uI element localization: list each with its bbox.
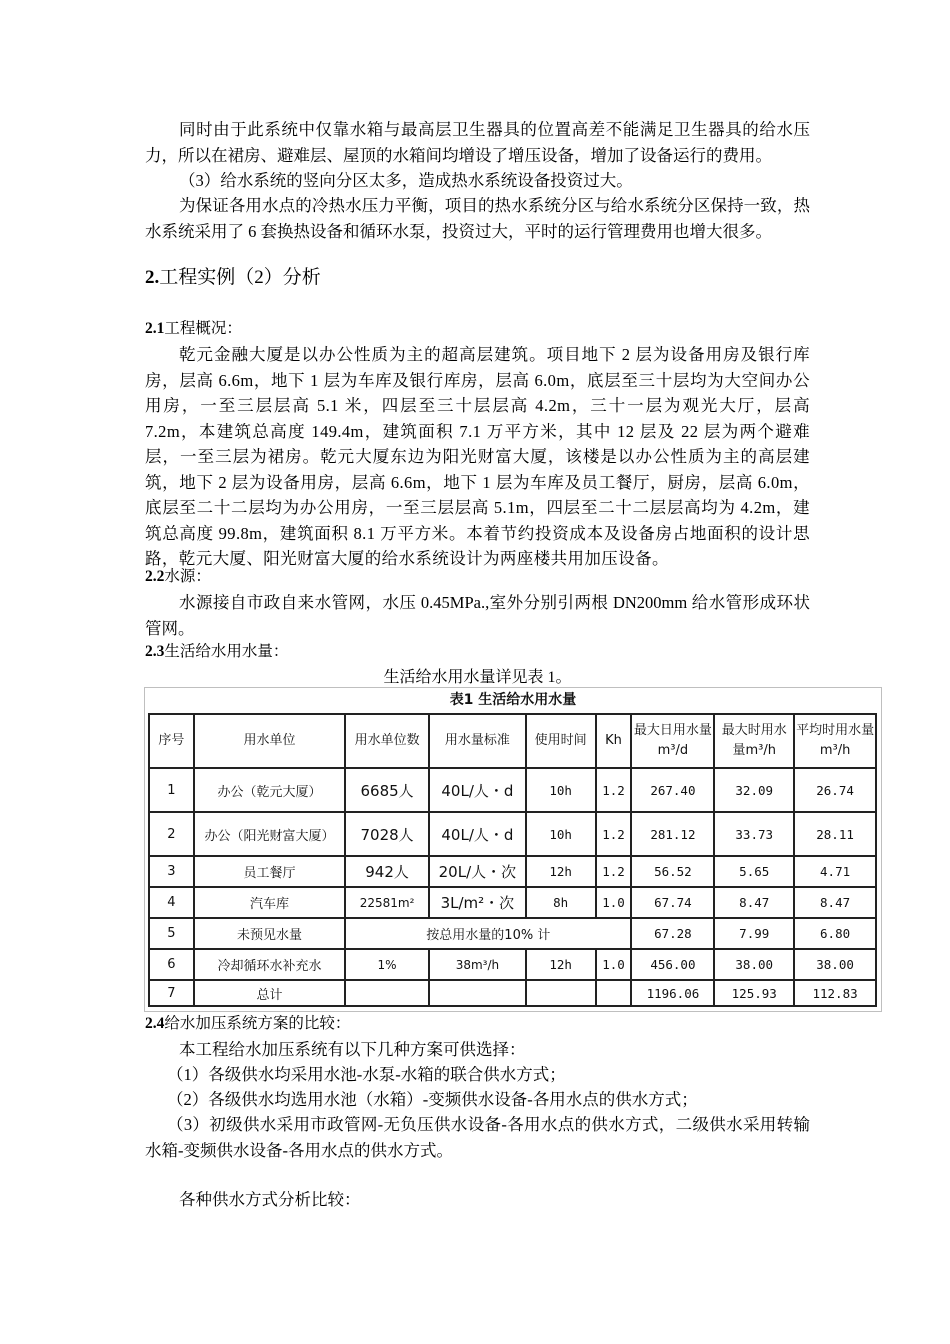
cell-max-day: 56.52 [631,856,714,887]
paragraph-hot-water: 为保证各用水点的冷热水压力平衡，项目的热水系统分区与给水系统分区保持一致，热水系统采用了 6 套换热设备和循环水泵，投资过大，平时的运行管理费用也增大很多。 [145,196,810,241]
subheading-2-2 [145,566,211,588]
table-row [149,918,876,949]
paragraph-item3: （3）给水系统的竖向分区太多，造成热水系统设备投资过大。 [179,171,633,190]
cell-unit: 未预见水量 [194,918,345,949]
cell-hours: 12h [526,856,596,887]
subheading-title: 生活给水用水量： [164,643,289,660]
cell-avg-hour: 6.80 [794,918,876,949]
table-row [149,856,876,887]
cell-standard: 40L/人・d [429,812,526,856]
subheading-number: 2.2 [145,568,165,585]
cell-index: 5 [149,918,194,949]
header-hours: 使用时间 [526,714,596,768]
cell-max-day: 1196.06 [631,980,714,1006]
water-usage-table-figure [144,687,882,1012]
cell-standard: 20L/人・次 [429,856,526,887]
cell-max-day: 267.40 [631,768,714,812]
subheading-title: 给水加压系统方案的比较： [164,1015,351,1032]
table-caption: 生活给水用水量详见表 1。 [383,669,572,686]
cell-max-day: 67.74 [631,887,714,918]
table-title: 表1 生活给水用水量 [449,692,577,708]
cell-hours: 12h [526,949,596,980]
cell-index: 3 [149,856,194,887]
paragraph-comparison: 各种供水方式分析比较： [179,1190,361,1209]
paragraph-option-2: （2）各级供水均选用水池（水箱）-变频供水设备-各用水点的供水方式； [167,1090,698,1109]
cell-kh: 1.2 [596,812,632,856]
cell-merged-note: 按总用水量的10% 计 [345,918,631,949]
cell-max-hour: 38.00 [714,949,794,980]
header-index: 序号 [149,714,194,768]
cell-unit-count: 22581m² [345,887,429,918]
cell-index: 7 [149,980,194,1006]
cell-kh: 1.2 [596,856,632,887]
table-row [149,887,876,918]
paragraph-pressure: 同时由于此系统中仅靠水箱与最高层卫生器具的位置高差不能满足卫生器具的给水压力，所以在裙房、避难层、屋顶的水箱间均增设了增压设备，增加了设备运行的费用。 [145,120,810,165]
header-avg-hour: 平均时用水量m³/h [794,714,876,768]
header-kh: Kh [596,714,632,768]
subheading-number: 2.3 [145,643,165,660]
cell-hours: 10h [526,812,596,856]
cell-unit-count: 1% [345,949,429,980]
section-title: 工程实例（2）分析 [159,267,321,288]
subheading-title: 工程概况： [164,320,242,337]
cell-max-day: 281.12 [631,812,714,856]
cell-max-hour: 8.47 [714,887,794,918]
subheading-2-4 [145,1013,350,1035]
header-standard: 用水量标准 [429,714,526,768]
cell-max-day: 456.00 [631,949,714,980]
cell-max-hour: 33.73 [714,812,794,856]
cell-unit: 冷却循环水补充水 [194,949,345,980]
cell-unit: 总计 [194,980,345,1006]
cell-avg-hour: 112.83 [794,980,876,1006]
paragraph-overview: 乾元金融大厦是以办公性质为主的超高层建筑。项目地下 2 层为设备用房及银行库房，层高 6.6m，地下 1 层为车库及银行库房，层高 6.0m，底层至三十层均为大空间办公用房，一至三层层高 5.1 米，四层至三十层层高 4.2m，三十一层为观光大厅，层高 7.2m，本建筑总高度 149.4m，建筑面积 7.1 万平方米，其中 12 层及 22 层为两个避难层，一至三层为裙房。乾元大厦东边为阳光财富大厦，该楼是以办公性质为主的高层建筑，地下 2 层为设备用房，层高 6.6m，地下 1 层为车库及员工餐厅，厨房，层高 6.0m，底层至二十二层均为办公用房，一至三层层高 5.1m，四层至二十二层层高均为 4.2m，建筑总高度 99.8m，建筑面积 8.1 万平方米。本着节约投资成本及设备房占地面积的设计思路，乾元大厦、阳光财富大厦的给水系统设计为两座楼共用加压设备。 [145,345,810,568]
cell-kh: 1.2 [596,768,632,812]
cell-unit: 办公（阳光财富大厦） [194,812,345,856]
cell-avg-hour: 26.74 [794,768,876,812]
cell-avg-hour: 38.00 [794,949,876,980]
paragraph-option-3: （3）初级供水采用市政管网-无负压供水设备-各用水点的供水方式，二级供水采用转输水箱-变频供水设备-各用水点的供水方式。 [145,1115,810,1160]
cell-kh: 1.0 [596,887,632,918]
cell-max-day: 67.28 [631,918,714,949]
cell-index: 6 [149,949,194,980]
cell-standard: 3L/m²・次 [429,887,526,918]
table-row [149,768,876,812]
paragraph-options-intro: 本工程给水加压系统有以下几种方案可供选择： [179,1040,526,1059]
section-number: 2. [145,267,160,288]
subheading-title: 水源： [164,568,211,585]
header-max-day: 最大日用水量m³/d [631,714,714,768]
cell-hours: 10h [526,768,596,812]
cell-unit-count: 7028人 [345,812,429,856]
header-unit-count: 用水单位数 [345,714,429,768]
cell-unit-count: 6685人 [345,768,429,812]
subheading-number: 2.4 [145,1015,165,1032]
cell-kh: 1.0 [596,949,632,980]
table-row [149,812,876,856]
table-row-total [149,980,876,1006]
cell-empty [345,980,429,1006]
cell-empty [429,980,526,1006]
subheading-2-1 [145,318,242,340]
section-heading-2 [145,262,321,289]
cell-hours: 8h [526,887,596,918]
cell-max-hour: 5.65 [714,856,794,887]
table-row [149,949,876,980]
cell-standard: 38m³/h [429,949,526,980]
cell-avg-hour: 8.47 [794,887,876,918]
header-max-hour: 最大时用水量m³/h [714,714,794,768]
cell-unit-count: 942人 [345,856,429,887]
paragraph-water-source: 水源接自市政自来水管网，水压 0.45MPa.,室外分别引两根 DN200mm 给水管形成环状管网。 [145,593,810,638]
cell-avg-hour: 4.71 [794,856,876,887]
cell-index: 2 [149,812,194,856]
subheading-number: 2.1 [145,320,165,337]
water-usage-table [148,713,877,1007]
cell-avg-hour: 28.11 [794,812,876,856]
cell-unit: 员工餐厅 [194,856,345,887]
cell-unit: 办公（乾元大厦） [194,768,345,812]
cell-empty [526,980,596,1006]
header-unit: 用水单位 [194,714,345,768]
table-header-row [149,714,876,768]
cell-max-hour: 125.93 [714,980,794,1006]
subheading-2-3 [145,641,288,663]
cell-empty [596,980,632,1006]
cell-standard: 40L/人・d [429,768,526,812]
cell-max-hour: 32.09 [714,768,794,812]
paragraph-option-1: （1）各级供水均采用水池-水泵-水箱的联合供水方式； [167,1065,566,1084]
cell-unit: 汽车库 [194,887,345,918]
cell-index: 4 [149,887,194,918]
cell-max-hour: 7.99 [714,918,794,949]
cell-index: 1 [149,768,194,812]
